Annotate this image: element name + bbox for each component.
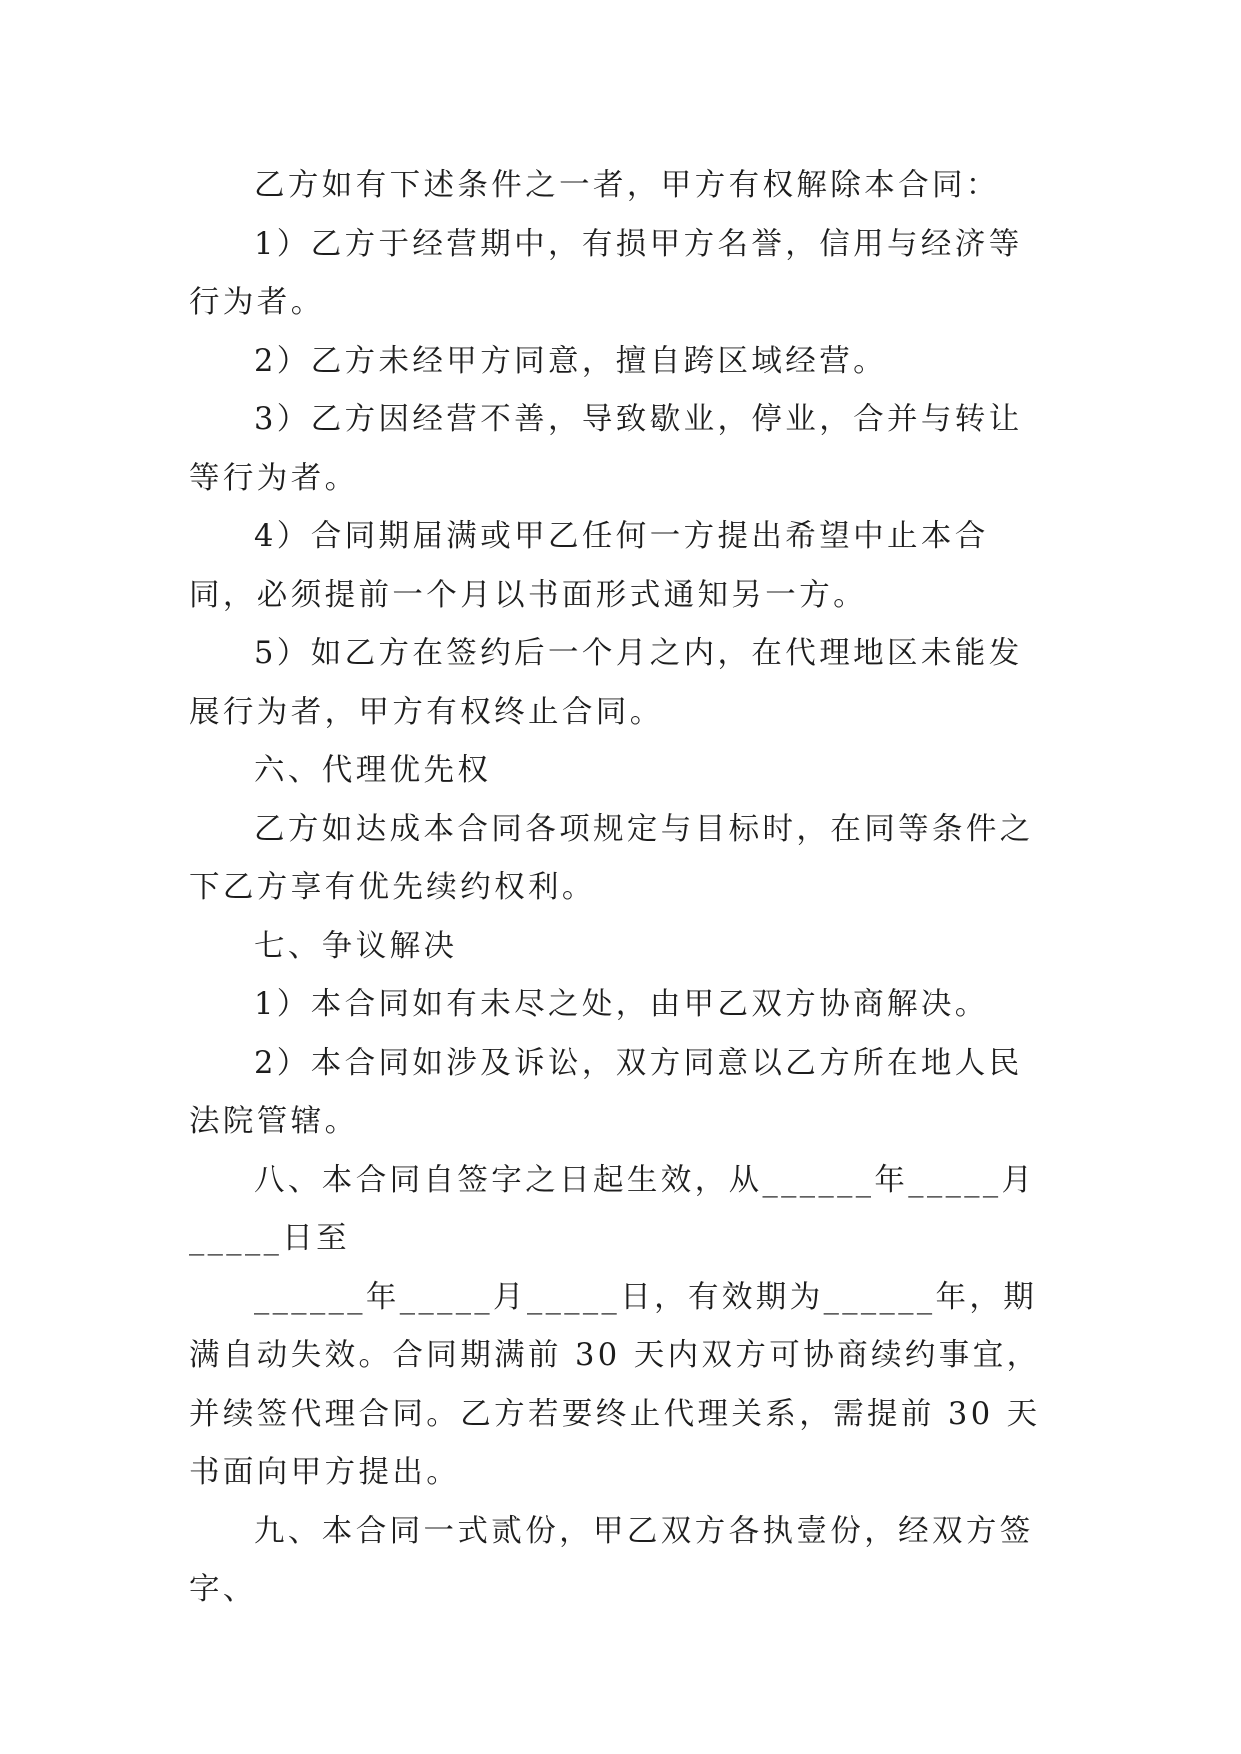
priority-paragraph: 乙方如达成本合同各项规定与目标时，在同等条件之下乙方享有优先续约权利。 [189,811,1034,905]
copies-clause-paragraph: 九、本合同一式贰份，甲乙双方各执壹份，经双方签字、 [189,1513,1034,1607]
termination-clause-2: 2）乙方未经甲方同意，擅自跨区域经营。 [254,343,888,379]
validity-period-paragraph: ______年_____月_____日，有效期为______年，期满自动失效。合同期满前 30 天内双方可协商续约事宜，并续签代理合同。乙方若要终止代理关系，需提前 30 天书面向甲方提出。 [189,1279,1041,1490]
termination-clause-3: 3）乙方因经营不善，导致歇业，停业，合并与转让等行为者。 [189,402,1023,496]
termination-intro-paragraph: 乙方如有下述条件之一者，甲方有权解除本合同： [254,168,1000,203]
dispute-clause-1: 1）本合同如有未尽之处，由甲乙双方协商解决。 [254,987,989,1022]
section-heading-priority: 六、代理优先权 [254,753,492,788]
dispute-clause-2: 2）本合同如涉及诉讼，双方同意以乙方所在地人民法院管辖。 [189,1045,1023,1139]
termination-clause-4: 4）合同期届满或甲乙任何一方提出希望中止本合同，必须提前一个月以书面形式通知另一方。 [189,519,989,613]
termination-clause-5: 5）如乙方在签约后一个月之内，在代理地区未能发展行为者，甲方有权终止合同。 [189,636,1023,730]
section-heading-dispute: 七、争议解决 [254,928,458,964]
termination-clause-1: 1）乙方于经营期中，有损甲方名誉，信用与经济等行为者。 [189,226,1023,320]
contract-body [189,157,1049,1620]
effective-date-paragraph: 八、本合同自签字之日起生效，从______年_____月_____日至 [189,1162,1036,1256]
